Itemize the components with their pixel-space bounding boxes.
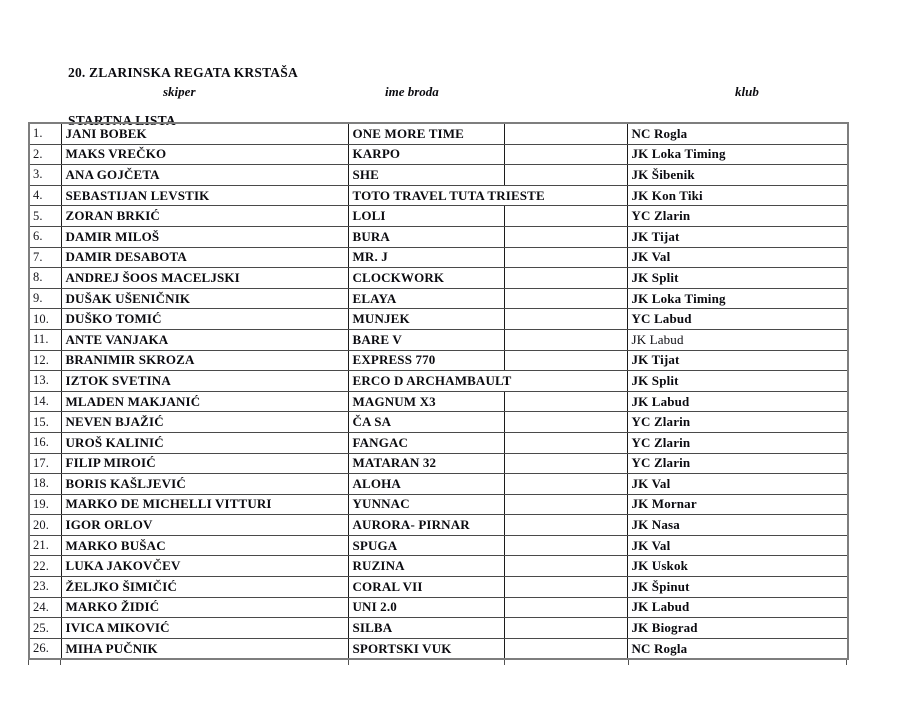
row-number-cell: 6.	[29, 226, 61, 247]
boat-name-cell: AURORA- PIRNAR	[348, 515, 504, 536]
row-number-cell: 2.	[29, 144, 61, 165]
empty-cell	[504, 515, 627, 536]
empty-cell	[504, 123, 627, 144]
club-cell: YC Labud	[627, 309, 848, 330]
title-line-1: 20. ZLARINSKA REGATA KRSTAŠA	[68, 65, 298, 80]
table-row	[29, 618, 848, 639]
row-number-cell: 23.	[29, 577, 61, 598]
empty-cell	[504, 350, 627, 371]
boat-name-cell: TOTO TRAVEL TUTA TRIESTE	[348, 185, 627, 206]
row-number-cell: 24.	[29, 597, 61, 618]
boat-name-cell: MUNJEK	[348, 309, 504, 330]
club-cell: JK Val	[627, 535, 848, 556]
skipper-cell: DUŠAK UŠENIČNIK	[61, 288, 348, 309]
empty-cell	[504, 556, 627, 577]
club-cell: JK Tijat	[627, 226, 848, 247]
empty-cell	[504, 474, 627, 495]
skipper-cell: IGOR ORLOV	[61, 515, 348, 536]
column-header-club: klub	[735, 84, 759, 99]
row-number-cell: 26.	[29, 638, 61, 659]
table-row	[29, 247, 848, 268]
club-cell: JK Val	[627, 474, 848, 495]
row-number-cell: 15.	[29, 412, 61, 433]
skipper-cell: NEVEN BJAŽIĆ	[61, 412, 348, 433]
skipper-cell: JANI BOBEK	[61, 123, 348, 144]
empty-cell	[504, 329, 627, 350]
table-row	[29, 412, 848, 433]
table-row	[29, 515, 848, 536]
empty-cell	[504, 226, 627, 247]
boat-name-cell: SHE	[348, 165, 504, 186]
empty-cell	[504, 144, 627, 165]
row-number-cell: 16.	[29, 432, 61, 453]
table-row	[29, 206, 848, 227]
empty-cell	[504, 494, 627, 515]
boat-name-cell: BURA	[348, 226, 504, 247]
empty-cell	[504, 535, 627, 556]
row-number-cell: 1.	[29, 123, 61, 144]
boat-name-cell: MAGNUM X3	[348, 391, 504, 412]
row-number-cell: 5.	[29, 206, 61, 227]
club-cell: JK Split	[627, 268, 848, 289]
boat-name-cell: ALOHA	[348, 474, 504, 495]
boat-name-cell: ERCO D ARCHAMBAULT	[348, 371, 627, 392]
column-header-skipper: skiper	[163, 84, 196, 99]
skipper-cell: ANA GOJČETA	[61, 165, 348, 186]
club-cell: JK Mornar	[627, 494, 848, 515]
boat-name-cell: CORAL VII	[348, 577, 504, 598]
skipper-cell: ANTE VANJAKA	[61, 329, 348, 350]
skipper-cell: IVICA MIKOVIĆ	[61, 618, 348, 639]
empty-cell	[504, 206, 627, 227]
boat-name-cell: SILBA	[348, 618, 504, 639]
club-cell: YC Zlarin	[627, 412, 848, 433]
row-number-cell: 18.	[29, 474, 61, 495]
row-number-cell: 12.	[29, 350, 61, 371]
row-number-cell: 19.	[29, 494, 61, 515]
row-number-cell: 20.	[29, 515, 61, 536]
club-cell: NC Rogla	[627, 123, 848, 144]
row-number-cell: 7.	[29, 247, 61, 268]
table-row	[29, 474, 848, 495]
skipper-cell: FILIP MIROIĆ	[61, 453, 348, 474]
skipper-cell: MARKO BUŠAC	[61, 535, 348, 556]
skipper-cell: LUKA JAKOVČEV	[61, 556, 348, 577]
row-number-cell: 9.	[29, 288, 61, 309]
row-number-cell: 17.	[29, 453, 61, 474]
empty-cell	[504, 412, 627, 433]
row-number-cell: 14.	[29, 391, 61, 412]
row-number-cell: 22.	[29, 556, 61, 577]
boat-name-cell: LOLI	[348, 206, 504, 227]
empty-cell	[504, 391, 627, 412]
table-row	[29, 453, 848, 474]
empty-cell	[504, 618, 627, 639]
row-number-cell: 4.	[29, 185, 61, 206]
club-cell: JK Val	[627, 247, 848, 268]
empty-cell	[504, 597, 627, 618]
table-row	[29, 144, 848, 165]
table-row	[29, 226, 848, 247]
table-row	[29, 432, 848, 453]
empty-cell	[504, 638, 627, 659]
table-row	[29, 185, 848, 206]
empty-cell	[504, 577, 627, 598]
skipper-cell: BRANIMIR SKROZA	[61, 350, 348, 371]
skipper-cell: ZORAN BRKIĆ	[61, 206, 348, 227]
club-cell: JK Tijat	[627, 350, 848, 371]
table-row	[29, 268, 848, 289]
skipper-cell: IZTOK SVETINA	[61, 371, 348, 392]
boat-name-cell: CLOCKWORK	[348, 268, 504, 289]
boat-name-cell: ONE MORE TIME	[348, 123, 504, 144]
club-cell: JK Uskok	[627, 556, 848, 577]
club-cell: NC Rogla	[627, 638, 848, 659]
empty-cell	[504, 268, 627, 289]
skipper-cell: SEBASTIJAN LEVSTIK	[61, 185, 348, 206]
club-cell: JK Labud	[627, 391, 848, 412]
club-cell: JK Biograd	[627, 618, 848, 639]
club-cell: JK Špinut	[627, 577, 848, 598]
skipper-cell: MARKO DE MICHELLI VITTURI	[61, 494, 348, 515]
boat-name-cell: KARPO	[348, 144, 504, 165]
table-row	[29, 638, 848, 659]
skipper-cell: DAMIR MILOŠ	[61, 226, 348, 247]
empty-cell	[504, 432, 627, 453]
boat-name-cell: YUNNAC	[348, 494, 504, 515]
table-row	[29, 309, 848, 330]
club-cell: JK Kon Tiki	[627, 185, 848, 206]
table-row	[29, 165, 848, 186]
table-row	[29, 123, 848, 144]
boat-name-cell: SPUGA	[348, 535, 504, 556]
club-cell: JK Šibenik	[627, 165, 848, 186]
table-row	[29, 577, 848, 598]
boat-name-cell: UNI 2.0	[348, 597, 504, 618]
club-cell: JK Loka Timing	[627, 144, 848, 165]
row-number-cell: 8.	[29, 268, 61, 289]
table-row	[29, 329, 848, 350]
empty-cell	[504, 309, 627, 330]
club-cell: YC Zlarin	[627, 453, 848, 474]
title-line-2: STARTNA LISTA	[68, 113, 176, 128]
club-cell: JK Labud	[627, 329, 848, 350]
table-row	[29, 371, 848, 392]
table-row	[29, 556, 848, 577]
club-cell: YC Zlarin	[627, 206, 848, 227]
row-number-cell: 10.	[29, 309, 61, 330]
boat-name-cell: EXPRESS 770	[348, 350, 504, 371]
club-cell: JK Split	[627, 371, 848, 392]
table-bottom-stubs	[28, 660, 847, 665]
table-row	[29, 391, 848, 412]
column-header-boat: ime broda	[385, 84, 439, 99]
table-row	[29, 288, 848, 309]
empty-cell	[504, 165, 627, 186]
skipper-cell: MAKS VREČKO	[61, 144, 348, 165]
club-cell: JK Labud	[627, 597, 848, 618]
skipper-cell: UROŠ KALINIĆ	[61, 432, 348, 453]
boat-name-cell: BARE V	[348, 329, 504, 350]
row-number-cell: 25.	[29, 618, 61, 639]
skipper-cell: MLADEN MAKJANIĆ	[61, 391, 348, 412]
skipper-cell: DUŠKO TOMIĆ	[61, 309, 348, 330]
boat-name-cell: ČA SA	[348, 412, 504, 433]
boat-name-cell: FANGAC	[348, 432, 504, 453]
skipper-cell: MARKO ŽIDIĆ	[61, 597, 348, 618]
row-number-cell: 11.	[29, 329, 61, 350]
skipper-cell: ANDREJ ŠOOS MACELJSKI	[61, 268, 348, 289]
empty-cell	[504, 247, 627, 268]
row-number-cell: 13.	[29, 371, 61, 392]
skipper-cell: DAMIR DESABOTA	[61, 247, 348, 268]
club-cell: YC Zlarin	[627, 432, 848, 453]
row-number-cell: 3.	[29, 165, 61, 186]
boat-name-cell: MR. J	[348, 247, 504, 268]
skipper-cell: ŽELJKO ŠIMIČIĆ	[61, 577, 348, 598]
boat-name-cell: SPORTSKI VUK	[348, 638, 504, 659]
boat-name-cell: ELAYA	[348, 288, 504, 309]
table-row	[29, 350, 848, 371]
start-list-table	[28, 122, 849, 660]
table-row	[29, 535, 848, 556]
skipper-cell: MIHA PUČNIK	[61, 638, 348, 659]
empty-cell	[504, 288, 627, 309]
boat-name-cell: RUZINA	[348, 556, 504, 577]
club-cell: JK Loka Timing	[627, 288, 848, 309]
empty-cell	[504, 453, 627, 474]
column-headers	[0, 84, 908, 102]
club-cell: JK Nasa	[627, 515, 848, 536]
skipper-cell: BORIS KAŠLJEVIĆ	[61, 474, 348, 495]
boat-name-cell: MATARAN 32	[348, 453, 504, 474]
table-row	[29, 597, 848, 618]
row-number-cell: 21.	[29, 535, 61, 556]
table-row	[29, 494, 848, 515]
